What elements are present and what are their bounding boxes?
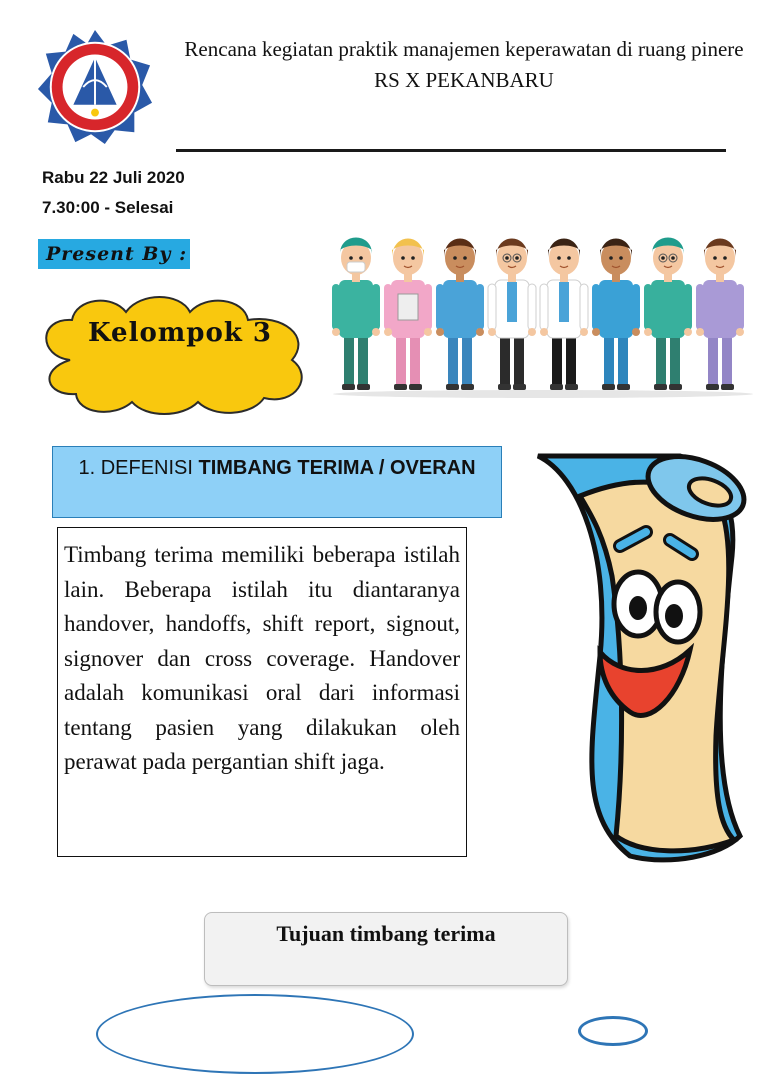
schedule-time: 7.30:00 - Selesai	[42, 198, 174, 217]
definition-text: Timbang terima memiliki beberapa istilah lain. Beberapa istilah itu diantaranya handover, handoffs, shift report, signout, signover dan cross coverage. Handover adalah komunikasi oral dari informasi tentang pasien yang dilakukan oleh perawat pada pergantian shift jaga.	[57, 527, 467, 857]
staff-figure	[488, 239, 536, 391]
present-by-label: Present By :	[38, 239, 190, 269]
staff-figure	[332, 238, 380, 391]
staff-figure	[436, 239, 484, 391]
staff-figure	[592, 239, 640, 391]
header-divider	[176, 149, 726, 152]
page-title: Rencana kegiatan praktik manajemen keperawatan di ruang pinere RS X PEKANBARU	[184, 37, 744, 92]
medical-staff-illustration	[330, 224, 756, 400]
cloud-shape	[30, 290, 320, 418]
staff-figure	[644, 238, 692, 391]
purpose-title: Tujuan timbang terima	[276, 921, 496, 946]
section-title: TIMBANG TERIMA / OVERAN	[198, 457, 476, 479]
staff-figure	[540, 239, 588, 391]
bottom-oval-shape-small	[578, 1016, 648, 1046]
college-seal-icon	[36, 28, 154, 146]
bottom-oval-shape	[96, 994, 414, 1074]
staff-figure	[384, 239, 432, 391]
section-heading	[52, 446, 502, 518]
scroll-mascot-icon	[520, 436, 760, 866]
staff-figure	[696, 239, 744, 391]
schedule-date: Rabu 22 Juli 2020	[42, 168, 185, 187]
section-number: 1. DEFENISI	[78, 457, 199, 479]
group-label: Kelompok 3	[88, 318, 272, 348]
